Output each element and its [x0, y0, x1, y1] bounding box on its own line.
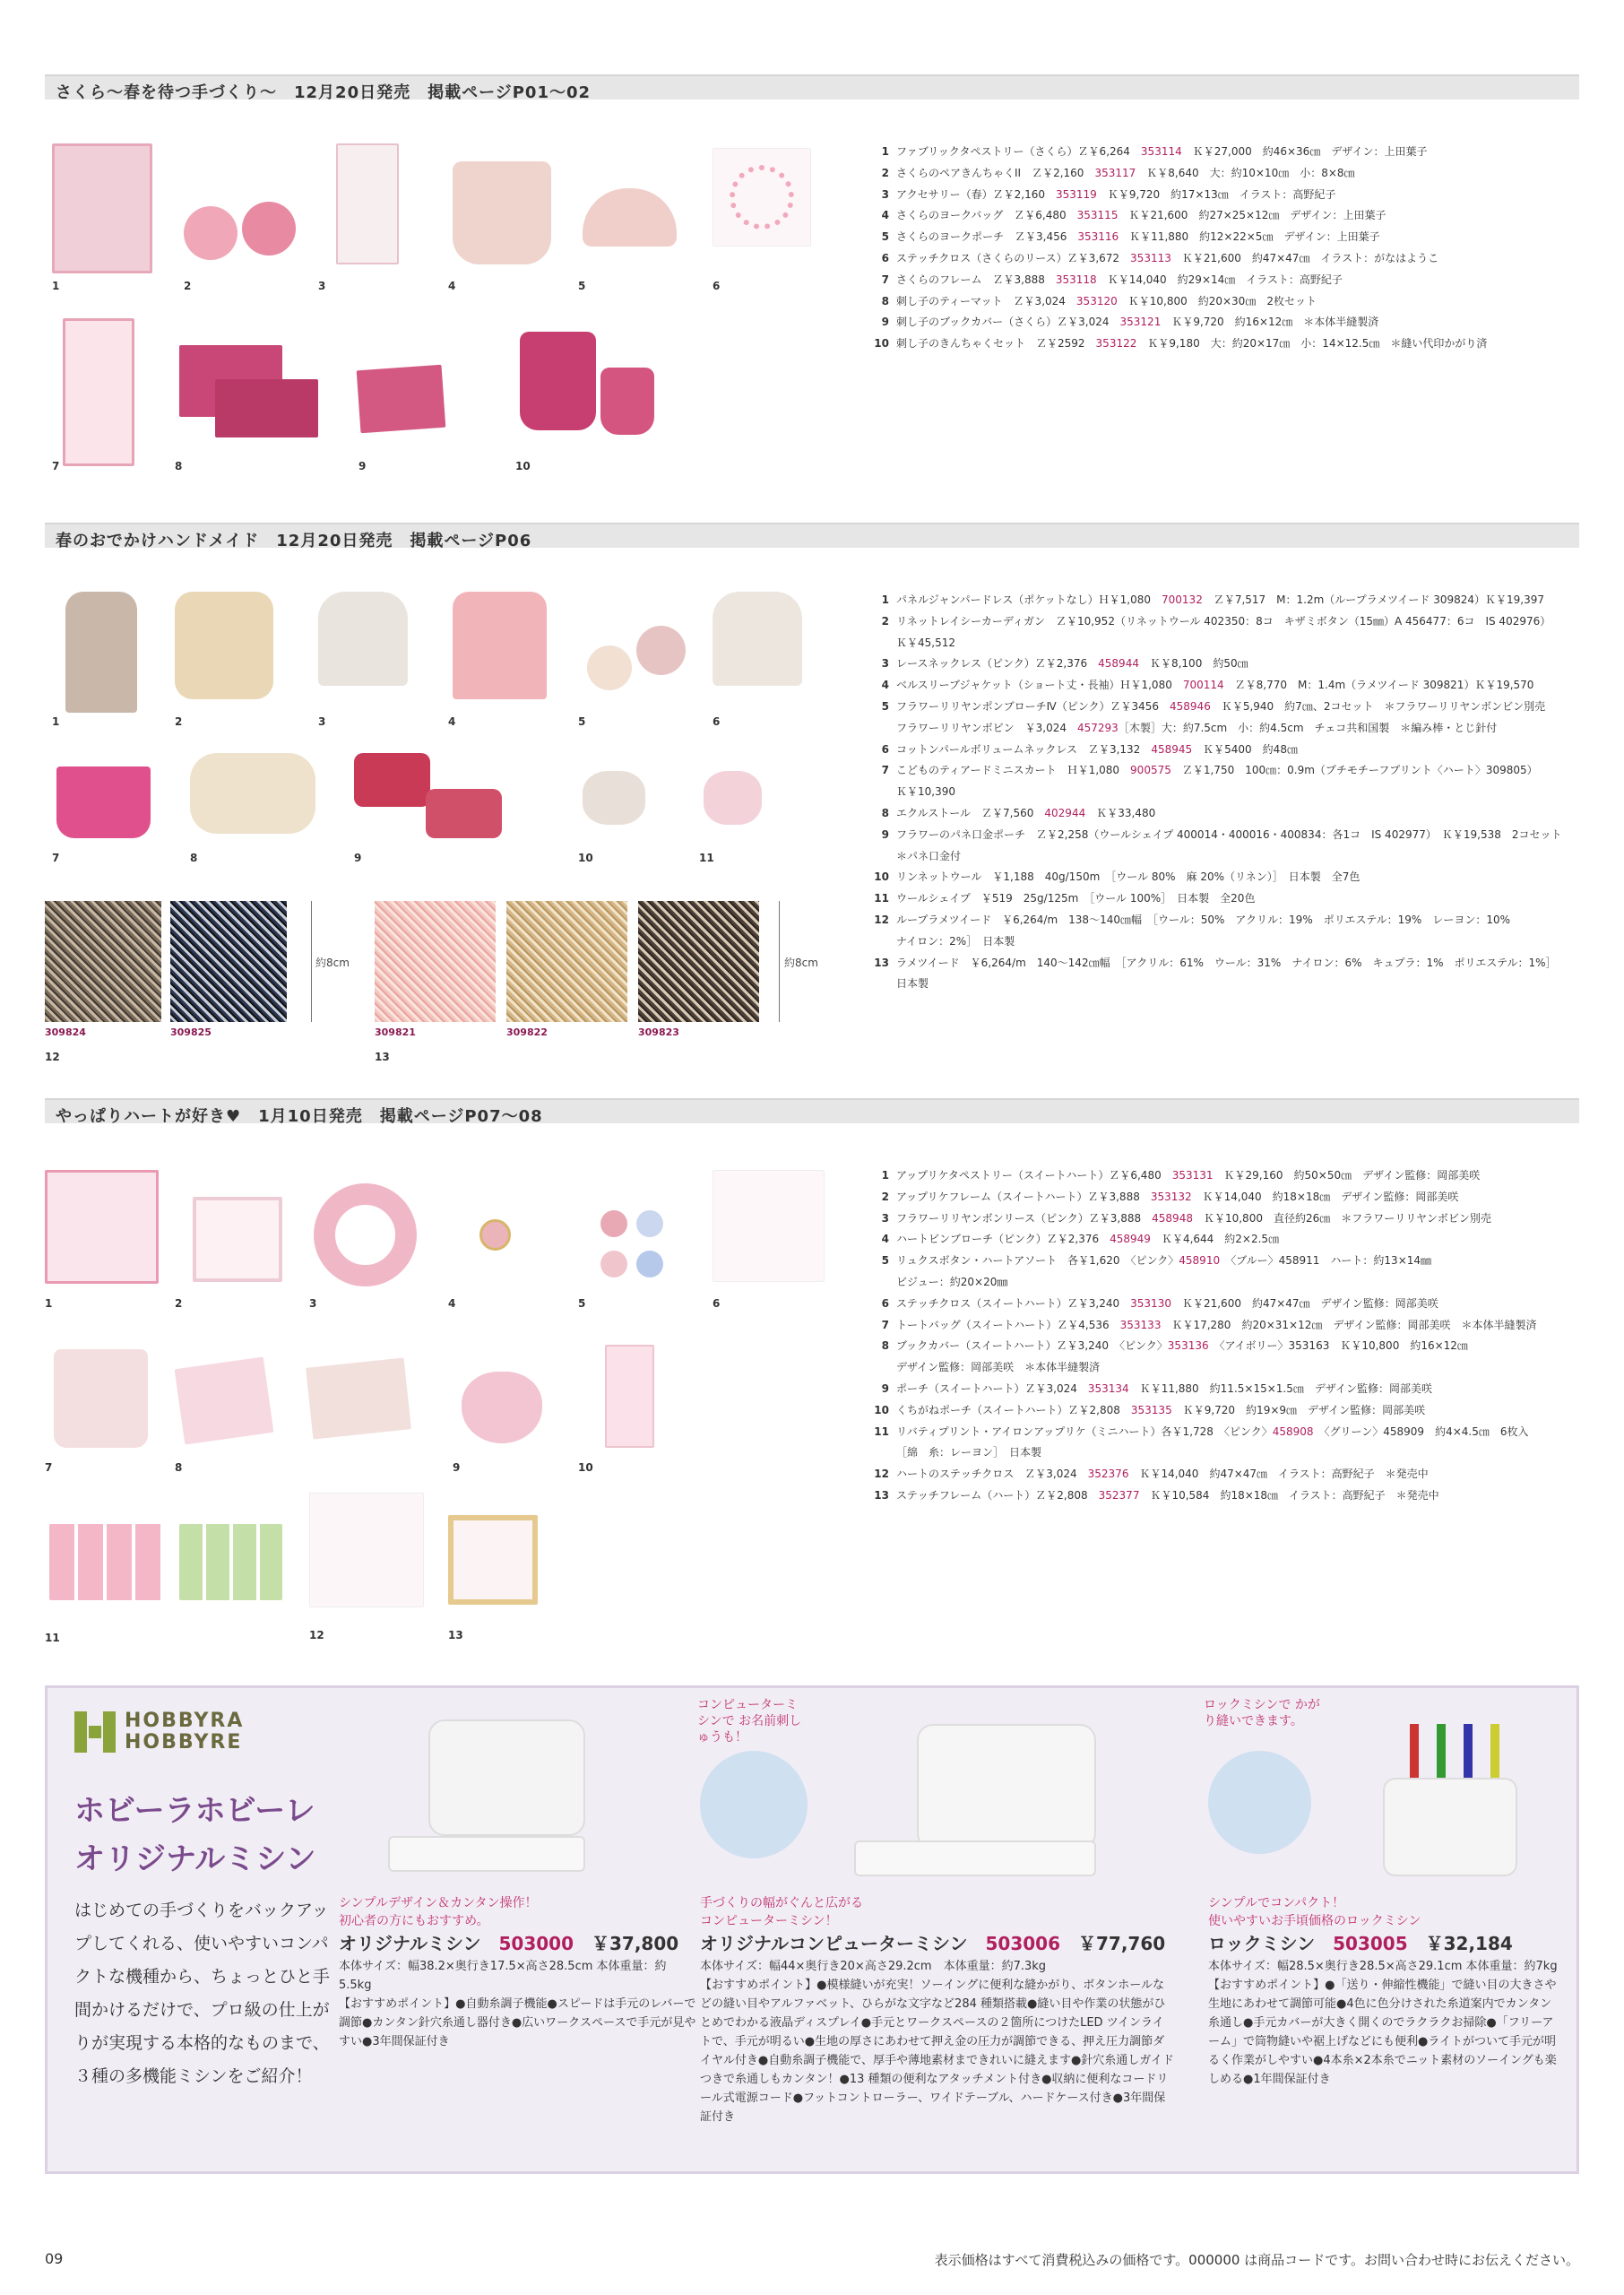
list-item: 7 こどものティアードミニスカート Ｈ￥1,080 900575 Ｚ￥1,750 100㎝：0.9m（プチモチーフプリント〈ハート〉309805）: [881, 764, 1538, 777]
list-item: ［綿 糸：レーヨン］ 日本製: [896, 1446, 1042, 1459]
stitch-cloth-image: [713, 148, 811, 247]
heart-item-list: [869, 1165, 1586, 1507]
product-10[interactable]: 10: [578, 1336, 668, 1475]
swatch-code: 309824: [45, 1026, 86, 1038]
product-5[interactable]: 5: [578, 188, 686, 300]
product-2[interactable]: 2: [175, 1197, 291, 1313]
list-item: 7 トートバッグ（スイートハート）Ｚ￥4,536 353133 Ｋ￥17,280 約20×31×12㎝ デザイン監修：岡部美咲 ＊本体半縫製済: [881, 1318, 1537, 1331]
pouch-image: [184, 206, 238, 260]
list-item: 9 刺し子のブックカバー（さくら）Ｚ￥3,024 353121 Ｋ￥9,720 約16×12㎝ ＊本体半縫製済: [881, 316, 1379, 329]
pouch-image: [242, 202, 296, 255]
list-item: 12 ハートのステッチクロス Ｚ￥3,024 352376 Ｋ￥14,040 約47×47㎝ イラスト：高野紀子 ＊発売中: [874, 1468, 1429, 1481]
stitch-frame-image: [448, 1515, 538, 1605]
frame-image: [63, 318, 134, 466]
tote-image: [54, 1349, 148, 1448]
swatch-code: 309825: [170, 1026, 212, 1038]
list-item: 1 ファブリックタペストリー（さくら）Ｚ￥6,264 353114 Ｋ￥27,000 約46×36㎝ デザイン：上田葉子: [881, 145, 1428, 158]
list-item: 3 アクセサリー（春）Ｚ￥2,160 353119 Ｋ￥9,720 約17×13㎝ イラスト：高野紀子: [881, 187, 1336, 201]
product-8b[interactable]: [309, 1336, 417, 1475]
list-item: 1 パネルジャンパードレス（ポケットなし）Ｈ￥1,080 700132 Ｚ￥7,517 M：1.2m（ループラメツイード 309824）Ｋ￥19,397: [881, 593, 1545, 606]
list-item: フラワーリリヤンボビン ￥3,024 457293［木製］大：約7.5cm 小：約4.5cm チェコ共和国製 ＊編み棒・とじ針付: [896, 721, 1498, 734]
drawstring-bag-image: [520, 332, 596, 430]
fabric-swatch: [506, 901, 627, 1022]
promo-title: ホビーラホビーレ オリジナルミシン: [74, 1793, 316, 1877]
jumper-dress-image: [65, 592, 137, 713]
button-image: [600, 1251, 627, 1277]
frame-image: [193, 1197, 282, 1282]
sewing-machine-promo: [45, 1685, 1579, 2174]
button-image: [600, 1210, 627, 1237]
product-1[interactable]: 1: [52, 592, 151, 735]
section-heading-odekake: 春のおでかけハンドメイド 12月20日発売 掲載ページP06: [45, 523, 1579, 548]
product-1[interactable]: 1: [52, 143, 152, 300]
product-2[interactable]: 2: [175, 592, 278, 735]
product-2[interactable]: 2: [184, 188, 300, 300]
list-item: Ｋ￥45,512: [896, 636, 955, 649]
stitch-cloth-image: [713, 1170, 825, 1282]
section-heading-heart: やっぱりハートが好き♥ 1月10日発売 掲載ページP07～08: [45, 1098, 1579, 1123]
list-item: 2 リネットレイシーカーディガン Ｚ￥10,952（リネットウール 402350：8コ キザミボタン（15㎜）A 456477：6コ IS 402976）: [881, 614, 1551, 628]
product-9[interactable]: 9: [358, 368, 448, 480]
fabric-swatch: [170, 901, 287, 1022]
list-item: 8 エクルストール Ｚ￥7,560 402944 Ｋ￥33,480: [881, 806, 1156, 819]
product-10[interactable]: 10: [578, 771, 650, 870]
pouch-image: [462, 1372, 542, 1443]
list-item: ＊パネ口金付: [896, 849, 962, 862]
list-item: 8 刺し子のティーマット Ｚ￥3,024 353120 Ｋ￥10,800 約20×30㎝ 2枚セット: [881, 294, 1317, 307]
stitch-cloth-image: [309, 1493, 424, 1607]
logo-icon: [74, 1711, 116, 1753]
pouch-image: [583, 188, 677, 247]
list-item: 4 ベルスリーブジャケット（ショート丈・長袖）Ｈ￥1,080 700114 Ｚ￥8,770 M：1.4m（ラメツイード 309821）Ｋ￥19,570: [881, 679, 1534, 692]
button-image: [636, 1251, 663, 1277]
book-cover-image: [357, 365, 446, 433]
product-overlock[interactable]: シンプルでコンパクト！ 使いやすいお手頃価格のロックミシン ロックミシン 503005 ￥32,184 本体サイズ：幅28.5×奥行き28.5×高さ29.1cm 本体重量：約7kg 【おすすめポイント】●「送り・伸縮性機能」で縫い目の大きさや生地にあわせて調節可能●4色に色分けされた糸道案内でカンタン糸通し●手元カバーが大きく開くのでラクラクお掃除●「フリーアーム」で筒物縫いや裾上げなどにも便利●ライトがついて手元が明るく作業がしやすい●4本糸×2本糸でニット素材のソーイングも楽しめる●1年間保証付き: [1208, 1896, 1558, 2086]
list-item: 13 ラメツイード ￥6,264/m 140～142㎝幅 ［アクリル：61% ウール：31% ナイロン：6% キュプラ：1% ポリエステル：1%］: [874, 956, 1557, 969]
tapestry-image: [45, 1170, 159, 1284]
fabric-swatch: [45, 901, 161, 1022]
list-item: 日本製: [896, 977, 929, 991]
sakura-item-list: [869, 142, 1586, 355]
list-item: 13 ステッチフレーム（ハート）Ｚ￥2,808 352377 Ｋ￥10,584 約18×18㎝ イラスト：高野紀子 ＊発売中: [874, 1488, 1439, 1502]
product-13[interactable]: 13: [448, 1515, 551, 1645]
promo-description: はじめての手づくりをバックアップしてくれる、使いやすいコンパクトな機種から、ちょっとひと手間かけるだけで、プロ級の仕上がりが実現する本格的なものまで、３種の多機能ミシンをご紹介！: [74, 1901, 331, 2086]
product-3[interactable]: 3: [318, 592, 417, 735]
ruler-label: 約8cm: [315, 957, 350, 969]
skirt-image: [56, 766, 151, 838]
list-item: 9 フラワーのパネ口金ポーチ Ｚ￥2,258（ウールシェイプ 400014・400016・400834：各1コ IS 402977） Ｋ￥19,538 2コセット: [881, 827, 1562, 841]
size-ruler: [773, 901, 780, 1022]
fabric-swatch: [375, 901, 496, 1022]
list-item: 3 フラワーリリヤンボンリース（ピンク）Ｚ￥3,888 458948 Ｋ￥10,800 直径約26㎝ ＊フラワーリリヤンボビン別売: [881, 1211, 1491, 1225]
sewing-machine-image: [379, 1710, 594, 1881]
section-heading-sakura: さくら～春を待つ手づくり～ 12月20日発売 掲載ページP01～02: [45, 74, 1579, 100]
list-item: 5 リュクスボタン・ハートアソート 各￥1,620 〈ピンク〉458910 〈ブルー〉458911 ハート：約13×14㎜: [881, 1254, 1432, 1268]
applique-image: [49, 1524, 161, 1600]
odekake-item-list: [869, 590, 1586, 995]
tea-mat-image: [215, 379, 318, 437]
accessory-image: [336, 143, 399, 264]
list-item: 5 フラワーリリヤンポンブローチⅣ（ピンク）Ｚ￥3456 458946 Ｋ￥5,940 約7㎝、2コセット ＊フラワーリリヤンボンビン別売: [881, 699, 1546, 713]
swatch-code: 309821: [375, 1026, 416, 1038]
computer-machine-image: [854, 1715, 1105, 1885]
product-8[interactable]: 8: [190, 753, 324, 870]
product-original[interactable]: シンプルデザイン＆カンタン操作！ 初心者の方にもおすすめ。 オリジナルミシン 503000 ￥37,800 本体サイズ：幅38.2×奥行き17.5×高さ28.5cm 本体重量：約5.5kg 【おすすめポイント】●自動糸調子機能●スピードは手元のレバーで調節●カンタン針穴糸通し器付き●広いワークスペースで手元が見やすい●3年間保証付き: [339, 1896, 696, 2048]
product-3[interactable]: 3: [309, 1170, 426, 1313]
swatch-code: 309822: [506, 1026, 548, 1038]
list-item: 10 刺し子のきんちゃくセット Ｚ￥2592 353122 Ｋ￥9,180 大：約20×17㎝ 小：14×12.5㎝ ＊縫い代印かがり済: [874, 337, 1488, 351]
list-item: 7 さくらのフレーム Ｚ￥3,888 353118 Ｋ￥14,040 約29×14㎝ イラスト：高野紀子: [881, 273, 1343, 286]
pearl-necklace-image: [713, 592, 802, 686]
product-computer[interactable]: 手づくりの幅がぐんと広がる コンピューターミシン！ オリジナルコンピューターミシン 503006 ￥77,760 本体サイズ：幅44×奥行き20×高さ29.2cm 本体重量：約7.3kg 【おすすめポイント】●模様縫いが充実！ソーイングに便利な縫かがり、ボタンホールなどの縫い目やアルファベット、ひらがな文字など284 種類搭載●縫い目や作業の状態がひとめでわかる液晶ディスプレイ●手元とワークスペースの２箇所につけたLED ツインライトで、手元が明るい●生地の厚さにあわせて押え金の圧力が調節できる、押え圧力調節ダイヤル付き●自動糸調子機能で、厚手や薄地素材まできれいに縫えます●針穴糸通しガイドつきで糸通しもカンタン！●13 種類の便利なアタッチメント付き●収納に便利なコードリール式電源コード●フットコントローラー、ワイドテーブル、ハードケース付き●3年間保証付き: [700, 1896, 1174, 2124]
product-9[interactable]: 9: [453, 1354, 551, 1475]
cardigan-image: [175, 592, 273, 699]
list-item: 6 コットンパールボリュームネックレス Ｚ￥3,132 458945 Ｋ￥5400 約48㎝: [881, 742, 1298, 756]
product-6[interactable]: 6: [713, 1170, 829, 1313]
fabric-swatch: [638, 901, 759, 1022]
list-item: 2 アップリケフレーム（スイートハート）Ｚ￥3,888 353132 Ｋ￥14,040 約18×18㎝ デザイン監修：岡部美咲: [881, 1190, 1459, 1203]
product-5[interactable]: 5: [578, 1201, 695, 1313]
overlock-machine-image: [1374, 1706, 1535, 1885]
brand-logo: [74, 1710, 244, 1754]
logo-line2: HOBBYRE: [125, 1731, 243, 1754]
wreath-image: [314, 1183, 417, 1286]
book-cover-image: [175, 1356, 274, 1444]
product-11b[interactable]: [175, 1506, 291, 1645]
product-4[interactable]: 4: [448, 592, 556, 735]
product-7[interactable]: 7: [52, 753, 160, 870]
book-cover-image: [306, 1357, 411, 1439]
list-item: 5 さくらのヨークポーチ Ｚ￥3,456 353116 Ｋ￥11,880 約12×22×5㎝ デザイン：上田葉子: [881, 230, 1380, 244]
size-ruler: [305, 901, 312, 1022]
tapestry-image: [52, 143, 152, 273]
product-10[interactable]: 10: [515, 332, 672, 480]
list-item: 9 ポーチ（スイートハート）Ｚ￥3,024 353134 Ｋ￥11,880 約11.5×15×1.5㎝ デザイン監修：岡部美咲: [881, 1381, 1433, 1395]
product-4[interactable]: 4: [448, 143, 556, 300]
list-item: デザイン監修：岡部美咲 ＊本体半縫製済: [896, 1361, 1101, 1374]
ruler-label: 約8cm: [784, 957, 818, 969]
product-4[interactable]: 4: [448, 1201, 538, 1313]
product-7[interactable]: 7: [45, 1336, 152, 1475]
list-item: 10 くちがねポーチ（スイートハート）Ｚ￥2,808 353135 Ｋ￥9,720 約19×9㎝ デザイン監修：岡部美咲: [874, 1403, 1426, 1416]
swatch-code: 309823: [638, 1026, 679, 1038]
brooch-image: [479, 1219, 511, 1251]
list-item: ナイロン：2%］ 日本製: [896, 934, 1015, 948]
embroidery-sample-image: [700, 1751, 808, 1858]
bag-image: [453, 161, 551, 264]
list-item: 1 アップリケタペストリー（スイートハート）Ｚ￥6,480 353131 Ｋ￥29,160 約50×50㎝ デザイン監修：岡部美咲: [881, 1169, 1481, 1182]
list-item: 4 ハートビンブローチ（ピンク）Ｚ￥2,376 458949 Ｋ￥4,644 約2×2.5㎝: [881, 1233, 1280, 1246]
callout: コンピューターミシンで お名前刺しゅうも！: [697, 1698, 802, 1745]
brooch-image: [636, 626, 686, 675]
coin-pouch-image: [605, 1345, 654, 1448]
product-11[interactable]: 11: [699, 771, 771, 870]
product-1[interactable]: 1: [45, 1170, 161, 1313]
callout: ロックミシンで かがり縫いできます。: [1204, 1698, 1320, 1728]
product-8[interactable]: 8: [175, 1336, 278, 1475]
button-image: [636, 1210, 663, 1237]
lace-necklace-image: [318, 592, 408, 686]
pouch-image: [426, 789, 502, 838]
pouch-image: [354, 753, 430, 807]
list-item: 12 ループラメツイード ￥6,264/m 138～140㎝幅 ［ウール：50% アクリル：19% ポリエステル：19% レーヨン：10%: [874, 913, 1510, 926]
list-item: 2 さくらのペアきんちゃくII Ｚ￥2,160 353117 Ｋ￥8,640 大：約10×10㎝ 小：8×8㎝: [881, 166, 1355, 179]
product-12[interactable]: 12: [309, 1493, 426, 1645]
product-5[interactable]: 5: [578, 619, 695, 735]
list-item: 4 さくらのヨークバッグ Ｚ￥6,480 353115 Ｋ￥21,600 約27×25×12㎝ デザイン：上田葉子: [881, 209, 1386, 222]
product-8[interactable]: 8: [175, 345, 327, 480]
list-item: 11 リバティプリント・アイロンアップリケ（ミニハート）各￥1,728 〈ピンク〉458908 〈グリーン〉458909 約4×4.5㎝ 6枚入: [874, 1425, 1529, 1438]
product-11[interactable]: 11: [45, 1506, 166, 1645]
yarn-image: [583, 771, 645, 825]
list-item: 8 ブックカバー（スイートハート）Ｚ￥3,240 〈ピンク〉353136 〈アイボリー〉353163 Ｋ￥10,800 約16×12㎝: [881, 1339, 1468, 1353]
list-item: 6 ステッチクロス（スイートハート）Ｚ￥3,240 353130 Ｋ￥21,600 約47×47㎝ デザイン監修：岡部美咲: [881, 1296, 1438, 1310]
product-3[interactable]: 3: [318, 143, 417, 300]
list-item: ビジュー：約20×20㎜: [896, 1275, 1008, 1288]
overlock-sample-image: [1208, 1751, 1311, 1854]
product-6[interactable]: 6: [713, 592, 811, 735]
yarn-image: [704, 771, 762, 825]
list-item: 10 リンネットウール ￥1,188 40g/150m ［ウール 80% 麻 20%（リネン）］ 日本製 全7色: [874, 870, 1361, 884]
applique-image: [179, 1524, 282, 1600]
product-7[interactable]: 7: [52, 318, 151, 480]
list-item: Ｋ￥10,390: [896, 785, 955, 799]
list-item: 3 レースネックレス（ピンク）Ｚ￥2,376 458944 Ｋ￥8,100 約50㎝: [881, 657, 1248, 671]
drawstring-bag-image: [600, 368, 654, 435]
stole-image: [190, 753, 315, 834]
list-item: 6 ステッチクロス（さくらのリース）Ｚ￥3,672 353113 Ｋ￥21,600 約47×47㎝ イラスト：がなはようこ: [881, 251, 1439, 264]
product-9[interactable]: 9: [354, 753, 511, 870]
logo-line1: HOBBYRA: [125, 1710, 245, 1732]
product-6[interactable]: 6: [713, 148, 816, 300]
list-item: 11 ウールシェイプ ￥519 25g/125m ［ウール 100%］ 日本製 全20色: [874, 892, 1256, 905]
footer-note: 表示価格はすべて消費税込みの価格です。000000 は商品コードです。お問い合わせ時にお伝えください。: [934, 2252, 1579, 2268]
page-number: 09: [45, 2250, 64, 2267]
brooch-image: [587, 645, 632, 690]
jacket-image: [453, 592, 547, 699]
